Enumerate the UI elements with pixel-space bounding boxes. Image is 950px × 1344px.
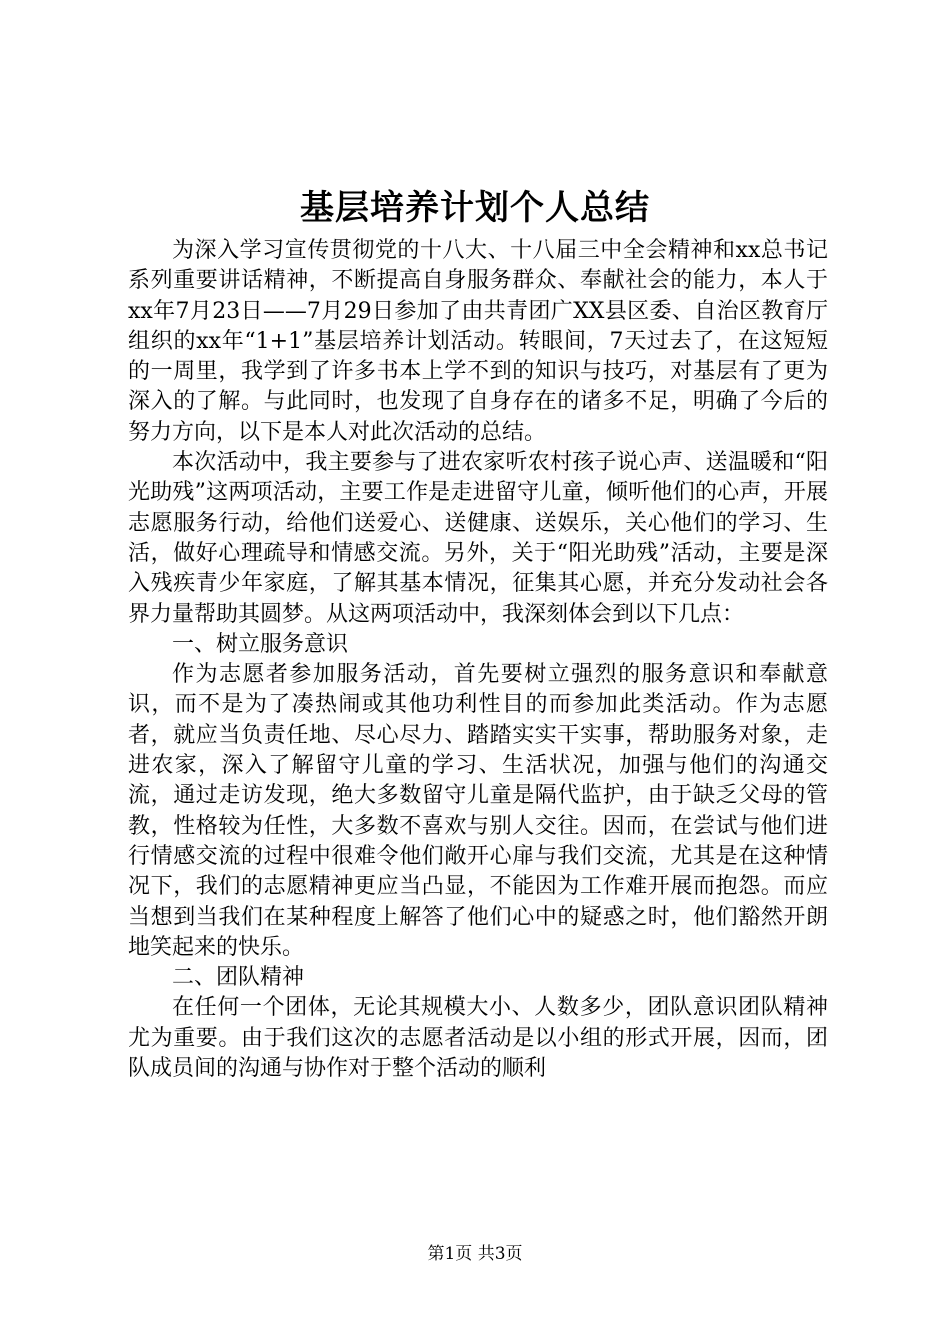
document-body (128, 236, 828, 1084)
paragraph-service: 作为志愿者参加服务活动，首先要树立强烈的服务意识和奉献意识，而不是为了凑热闹或其他功利性目的而参加此类活动。作为志愿者，就应当负责任地、尽心尽力、踏踏实实干实事，帮助服务对象，走进农家，深入了解留守儿童的学习、生活状况，加强与他们的沟通交流，通过走访发现，绝大多数留守儿童是隔代监护，由于缺乏父母的管教，性格较为任性，大多数不喜欢与别人交往。因而，在尝试与他们进行情感交流的过程中很难令他们敞开心扉与我们交流，尤其是在这种情况下，我们的志愿精神更应当凸显，不能因为工作难开展而抱怨。而应当想到当我们在某种程度上解答了他们心中的疑惑之时，他们豁然开朗地笑起来的快乐。 (128, 662, 828, 960)
section-heading-service: 一、树立服务意识 (172, 631, 349, 657)
document-title: 基层培养计划个人总结 (300, 188, 650, 228)
page-footer: 第1页 共3页 (427, 1244, 523, 1264)
paragraph-team: 在任何一个团体，无论其规模大小、人数多少，团队意识团队精神尤为重要。由于我们这次的志愿者活动是以小组的形式开展，因而，团队成员间的沟通与协作对于整个活动的顺利 (128, 995, 828, 1082)
paragraph-intro: 为深入学习宣传贯彻党的十八大、十八届三中全会精神和xx总书记系列重要讲话精神，不断提高自身服务群众、奉献社会的能力，本人于xx年7月23日——7月29日参加了由共青团广XX县区委、自治区教育厅组织的xx年“1+1”基层培养计划活动。转眼间，7天过去了，在这短短的一周里，我学到了许多书本上学不到的知识与技巧，对基层有了更为深入的了解。与此同时，也发现了自身存在的诸多不足，明确了今后的努力方向，以下是本人对此次活动的总结。 (128, 238, 828, 445)
paragraph-activities: 本次活动中，我主要参与了进农家听农村孩子说心声、送温暖和“阳光助残”这两项活动，主要工作是走进留守儿童，倾听他们的心声，开展志愿服务行动，给他们送爱心、送健康、送娱乐，关心他们的学习、生活，做好心理疏导和情感交流。另外，关于“阳光助残”活动，主要是深入残疾青少年家庭，了解其基本情况，征集其心愿，并充分发动社会各界力量帮助其圆梦。从这两项活动中，我深刻体会到以下几点： (128, 450, 828, 627)
section-heading-team: 二、团队精神 (172, 965, 305, 991)
